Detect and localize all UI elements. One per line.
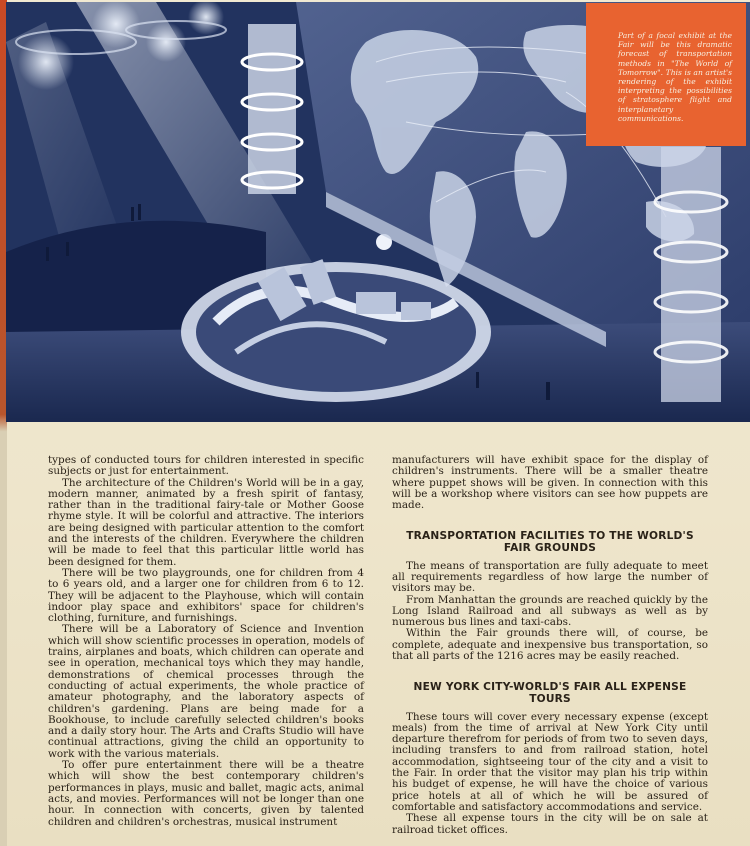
paragraph: The architecture of the Children's World will be in a gay, modern manner, animated by a fresh spirit of fantasy, rather than in the traditional fairy-tale or Mother Goose rhyme style. It will be colorful and attractive. The interiors are being designed with particular attention to the comfort and the interests of the children. Everywhere the children will be made to feel that this particular little world has been designed for them. [48,476,364,568]
transportation-heading: TRANSPORTATION FACILITIES TO THE WORLD'S FAIR GROUNDS [406,530,694,555]
exhibit-caption-box [586,3,746,146]
paragraph: From Manhattan the grounds are reached quickly by the Long Island Railroad and all subways as well as by numerous bus lines and taxi-cabs. [392,593,708,629]
exhibit-caption-text: Part of a focal exhibit at the Fair will be this dramatic forecast of transportation methods in "The World of Tomorrow". This is an artist's rendering of the exhibit interpreting the possibilities of stratosphere flight and interplanetary communications. [618,31,732,123]
right-text-column [392,455,708,836]
paragraph: Within the Fair grounds there will, of course, be complete, adequate and inexpensive bus transportation, so that all parts of the 1216 acres may be easily reached. [392,627,708,663]
paragraph: types of conducted tours for children interested in specific subjects or just for entertainment. [48,454,364,478]
paragraph: To offer pure entertainment there will be a theatre which will show the best contemporary children's performances in plays, music and ballet, magic acts, animal acts, and movies. Performances will not be longer than one hour. In connection with concerts, given by talented children and children's orchestras, musical instrument [48,759,364,828]
tours-heading: NEW YORK CITY-WORLD'S FAIR ALL EXPENSE TOURS [413,681,687,705]
paragraph: There will be a Laboratory of Science and Invention which will show scientific processes in operation, models of trains, airplanes and boats, which children can operate and see in operation, mechanical toys which they may handle, demonstrations of chemical processes through the conducting of actual experiments, the whole practice of amateur photography, and the laboratory aspects of children's gardening. Plans are being made for a Bookhouse, to include carefully selected children's books and a daily story hour. The Arts and Crafts Studio will have continual attractions, giving the child an opportunity to work with the various materials. [48,623,364,760]
left-text-column [48,455,364,828]
paragraph: The means of transportation are fully adequate to meet all requirements regardless of how large the number of visitors may be. [392,559,708,595]
paragraph: These all expense tours in the city will be on sale at railroad ticket offices. [392,812,708,836]
paragraph: There will be two playgrounds, one for children from 4 to 6 years old, and a larger one for children from 6 to 12. They will be adjacent to the Playhouse, which will contain indoor play space and exhibitors' space for children's clothing, furniture, and furnishings. [48,566,364,625]
paragraph: manufacturers will have exhibit space for the display of children's instruments. There will be a smaller theatre where puppet shows will be given. In connection with this will be a workshop where visitors can see how puppets are made. [392,454,708,512]
paragraph: These tours will cover every necessary expense (except meals) from the time of arrival at New York City until departure therefrom for periods of from two to seven days, including transfers to and from railroad station, hotel accommodation, sightseeing tour of the city and a visit to the Fair. In order that the visitor may plan his trip within his budget of expense, he will have the choice of various price hotels at all of which he will be assured of comfortable and satisfactory accommodations and service. [392,710,708,813]
